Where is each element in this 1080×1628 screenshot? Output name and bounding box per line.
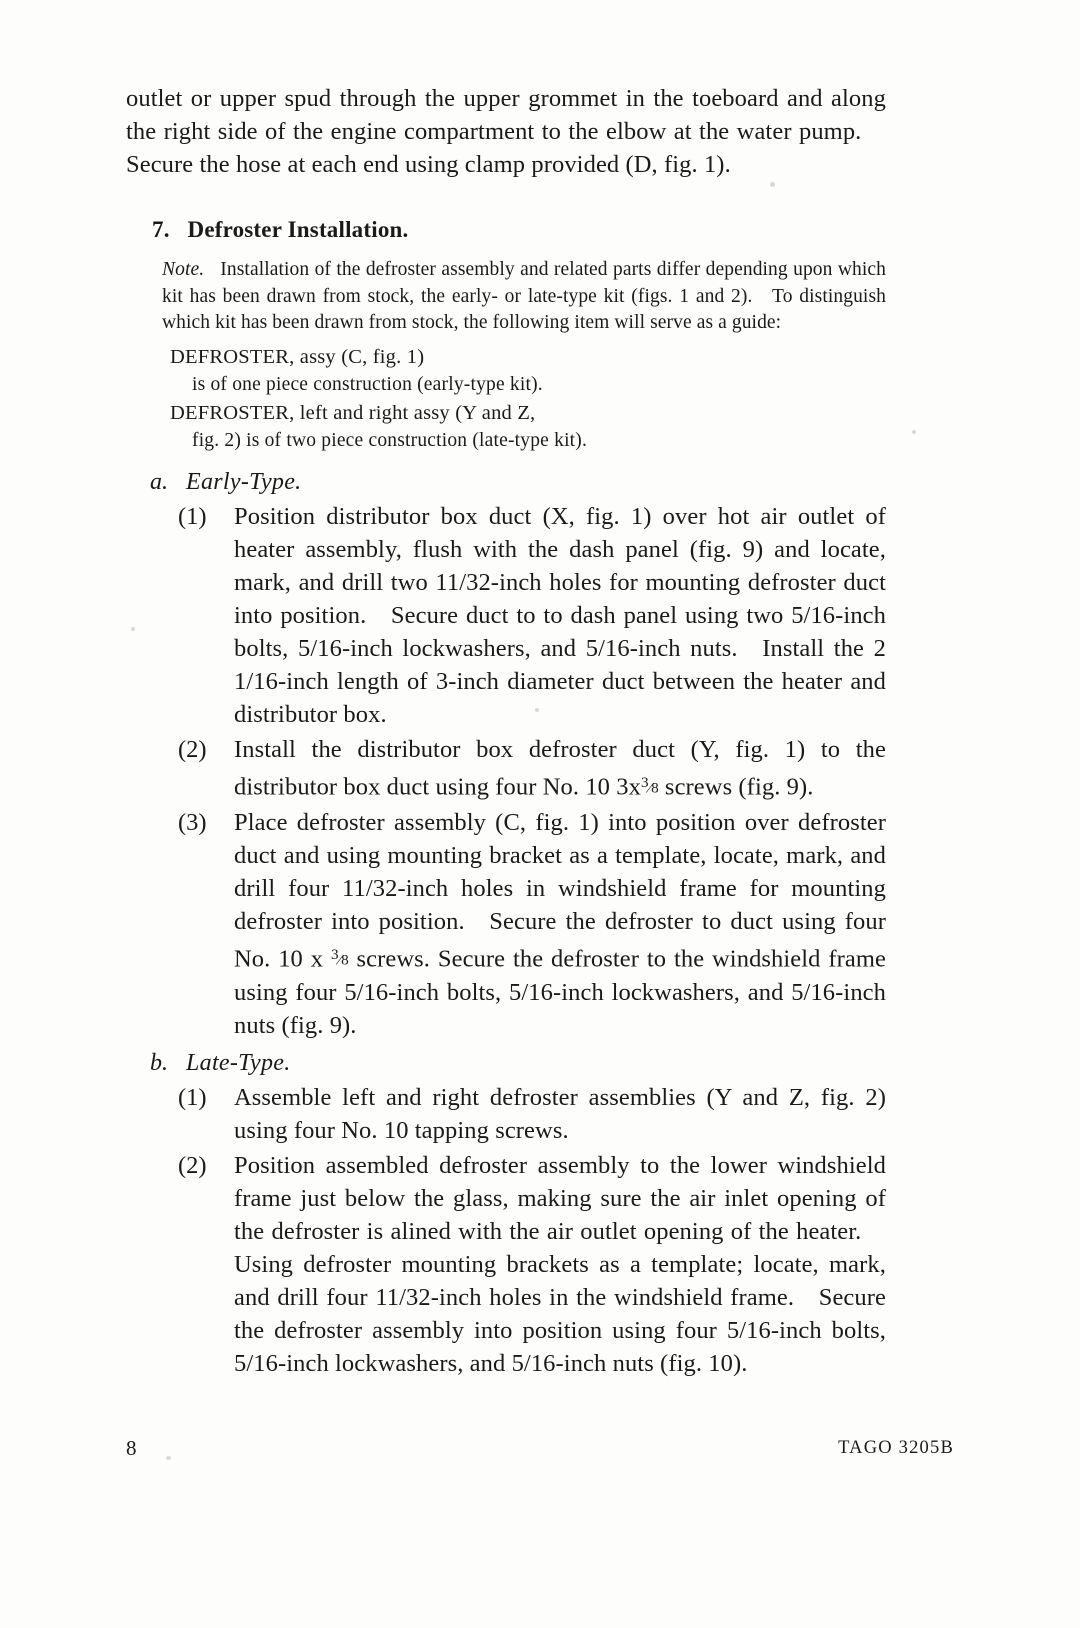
lead-paragraph: outlet or upper spud through the upper grommet in the toeboard and along the right side of the engine compartment to the elbow at the water pump. Secure the hose at each end using clamp provided (D, fig. 1).: [126, 85, 886, 178]
definition-line: fig. 2) is of two piece construction (late-type kit).: [192, 429, 588, 451]
page-content: [126, 82, 886, 1382]
subsection-letter: a.: [150, 468, 168, 495]
list-item-text-part: Install the distributor box defroster duct (Y, fig. 1) to the distributor box duct using four No. 10 3x: [234, 735, 886, 801]
list-item-number: (1): [178, 502, 207, 530]
list-item-number: (1): [178, 1084, 207, 1112]
note-label: Note.: [162, 259, 205, 280]
note-text: Installation of the defroster assembly and related parts differ depending upon which kit has been drawn from stock, the early- or late-type kit (figs. 1 and 2). To distinguish which kit has been drawn from stock, the following item will serve as a guide:: [162, 259, 887, 333]
list-item-number: (2): [178, 1152, 207, 1180]
list-item-number: (2): [178, 735, 207, 763]
list-item-text: Position distributor box duct (X, fig. 1) over hot air outlet of heater assembly, flush with the dash panel (fig. 9) and locate, mark, and drill two 11/32-inch holes for mounting defroster duct into position. Secure duct to to dash panel using two 5/16-inch bolts, 5/16-inch lockwashers, and 5/16-inch nuts. Install the 2 1/16-inch length of 3-inch diameter duct between the heater and distributor box.: [234, 502, 886, 728]
definition-line: is of one piece construction (early-type kit).: [192, 373, 543, 395]
list-item-text: Assemble left and right defroster assemblies (Y and Z, fig. 2) using four No. 10 tapping screws.: [234, 1084, 886, 1145]
subsection-title: Late-Type.: [186, 1050, 291, 1077]
list-item-text: [234, 806, 886, 1042]
subsection-b-heading: [126, 1050, 886, 1077]
list-item: [126, 733, 886, 804]
subsection-title: Early-Type.: [186, 468, 302, 495]
fraction-three-eighths: $^3$⁄8: [330, 945, 349, 969]
definition-line: DEFROSTER, left and right assy (Y and Z,: [170, 401, 536, 424]
scan-speck: [912, 430, 916, 434]
list-item-number: (3): [178, 808, 207, 836]
note-block: [126, 257, 886, 337]
section-title: Defroster Installation.: [187, 217, 409, 242]
list-item-text: [234, 733, 886, 804]
list-item-text-part: screws (fig. 9).: [658, 773, 814, 801]
subsection-letter: b.: [150, 1050, 168, 1077]
list-item: [126, 1081, 886, 1147]
page-footer: [126, 1436, 954, 1464]
list-item-text-part: screws. Secure the defroster to the windshield frame using four 5/16-inch bolts, 5/16-inch lockwashers, and 5/16-inch nuts (fig. 9).: [234, 945, 887, 1040]
page-number: 8: [126, 1436, 137, 1460]
fraction-three-eighths: $^3$⁄8: [640, 773, 659, 796]
definition-line: DEFROSTER, assy (C, fig. 1): [170, 345, 425, 368]
list-item: [126, 1149, 886, 1380]
list-item-text-part: Place defroster assembly (C, fig. 1) into position over defroster duct and using mounting bracket as a template, locate, mark, and drill four 11/32-inch holes in windshield frame for mounting defroster into position. Secure the defroster to duct using four No. 10 x: [234, 808, 886, 973]
section-number: 7.: [152, 217, 170, 242]
section-heading: [126, 217, 886, 243]
list-item: [126, 806, 886, 1042]
subsection-a-heading: [126, 469, 886, 496]
imprint-code: TAGO 3205B: [838, 1438, 954, 1458]
list-item: [126, 500, 886, 731]
list-item-text: Position assembled defroster assembly to the lower windshield frame just below the glass, making sure the air inlet opening of the defroster is alined with the air outlet opening of the heater. Using defroster mounting brackets as a template; locate, mark, and drill four 11/32-inch holes in the windshield frame. Secure the defroster assembly into position using four 5/16-inch bolts, 5/16-inch lockwashers, and 5/16-inch nuts (fig. 10).: [234, 1152, 886, 1378]
